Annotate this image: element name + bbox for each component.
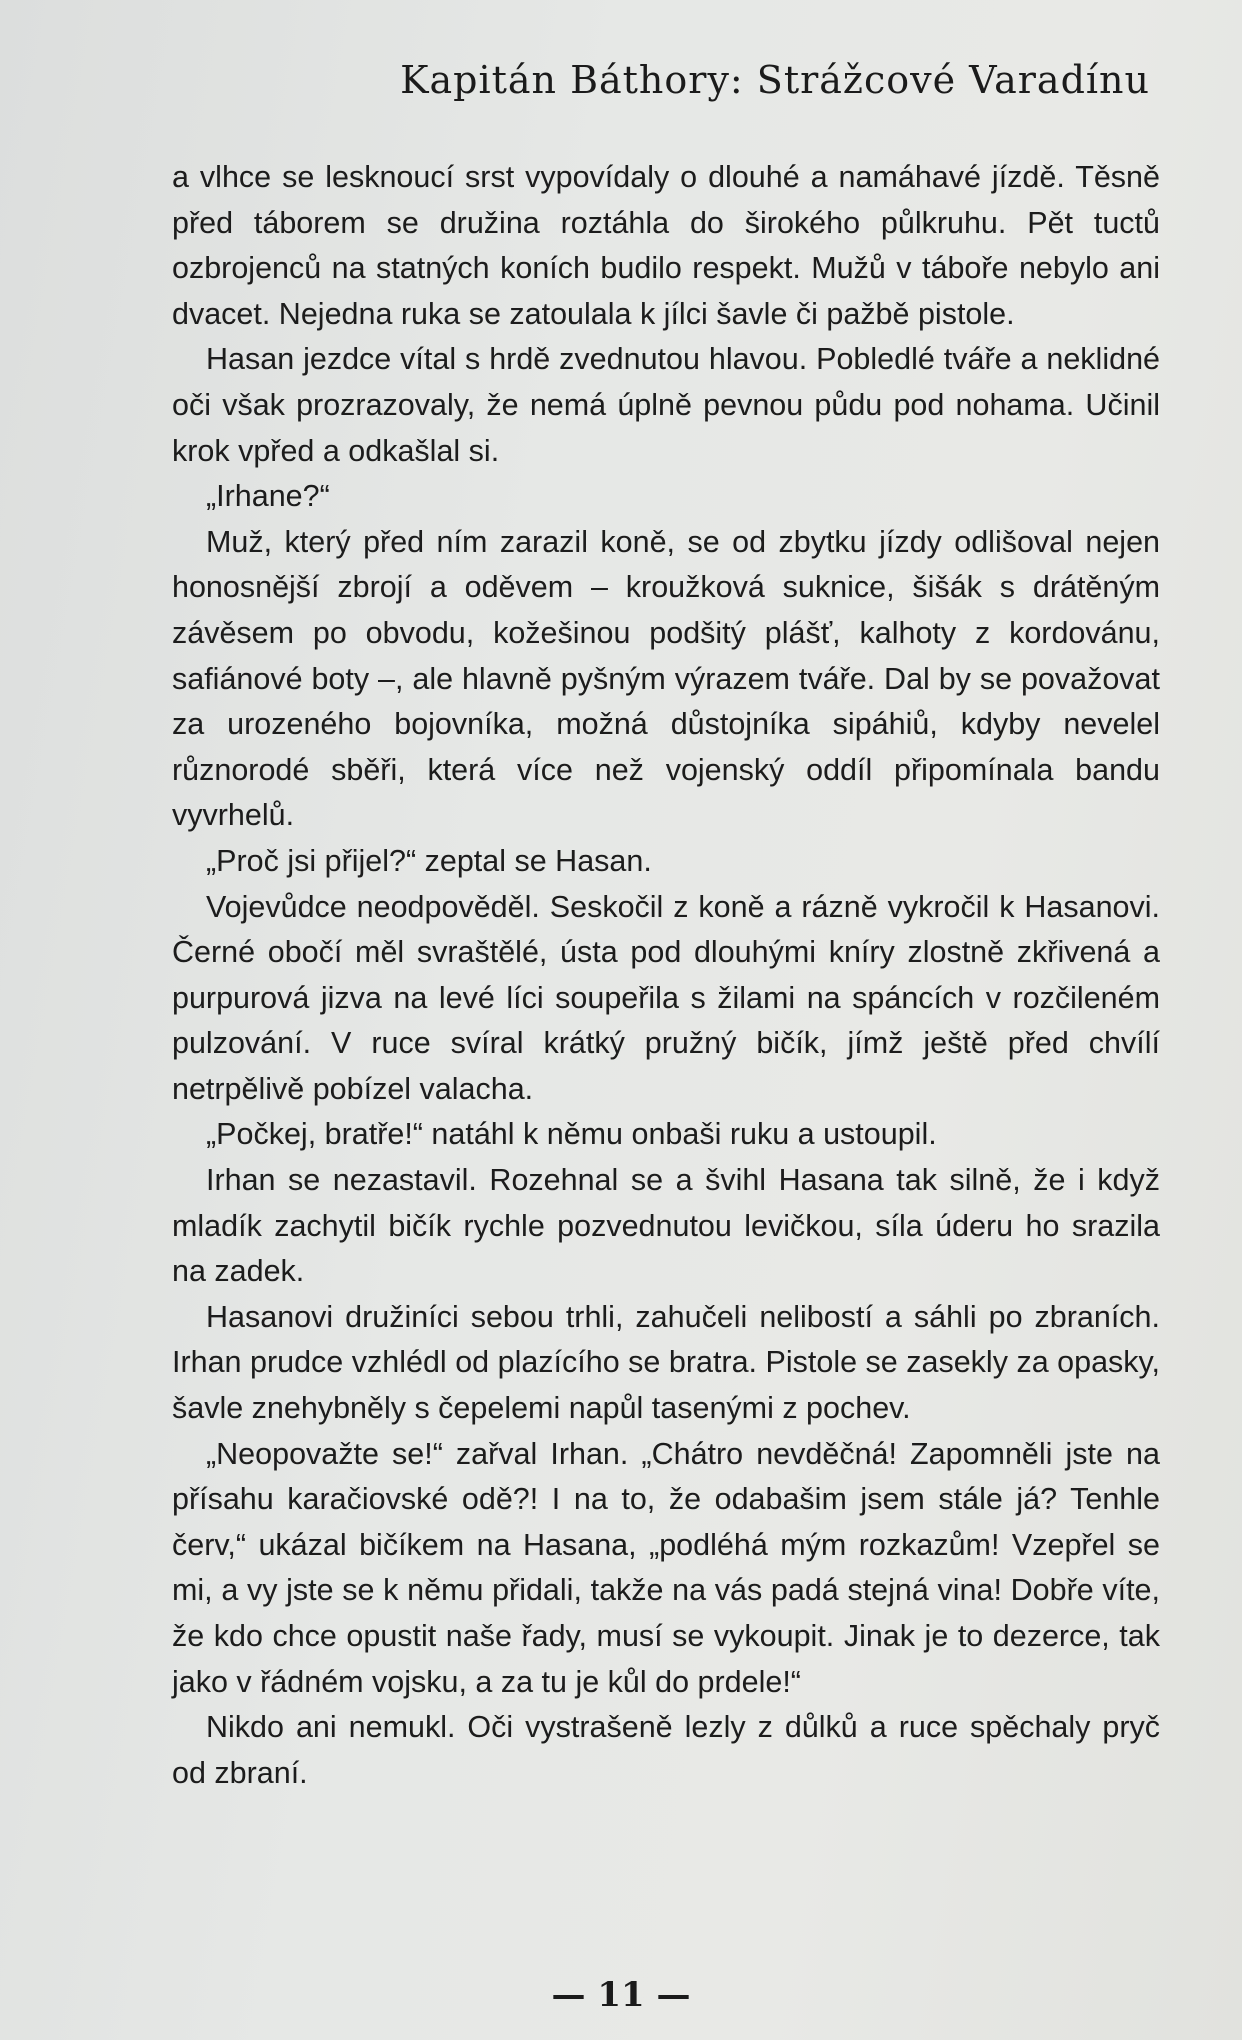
paragraph: Irhan se nezastavil. Rozehnal se a švihl Hasana tak silně, že i když mladík zachytil bičík rychle pozvednutou levičkou, síla úderu ho srazila na zadek. — [172, 1163, 1160, 1289]
running-head: Kapitán Báthory: Strážcové Varadínu — [400, 58, 1150, 102]
page-number: — 11 — — [551, 1975, 691, 2015]
paragraph: „Neopovažte se!“ zařval Irhan. „Chátro nevděčná! Zapomněli jste na přísahu karačiovské odě?! I na to, že odabašim jsem stále já? Tenhle červ,“ ukázal bičíkem na Hasana, „podléhá mým rozkazům! Vzepřel se mi, a vy jste se k němu přidali, takže na vás padá stejná vina! Dobře víte, že kdo chce opustit naše řady, musí se vykoupit. Jinak je to dezerce, tak jako v řádném vojsku, a za tu je kůl do prdele!“ — [172, 1436, 1160, 1699]
paragraph: a vlhce se lesknoucí srst vypovídaly o dlouhé a namáhavé jízdě. Těsně před táborem se družina roztáhla do širokého půlkruhu. Pět tuctů ozbrojenců na statných koních budilo respekt. Mužů v táboře nebylo ani dvacet. Nejedna ruka se zatoulala k jílci šavle či pažbě pistole. — [172, 160, 1160, 331]
body-text — [172, 155, 1160, 1796]
paragraph: „Irhane?“ — [206, 479, 330, 514]
paragraph: Vojevůdce neodpověděl. Seskočil z koně a rázně vykročil k Hasanovi. Černé obočí měl svraštělé, ústa pod dlouhými kníry zlostně zkřivená a purpurová jizva na levé líci soupeřila s žilami na spáncích v rozčileném pulzování. V ruce svíral krátký pružný bičík, jímž ještě před chvílí netrpělivě pobízel valacha. — [172, 889, 1160, 1106]
paragraph: Muž, který před ním zarazil koně, se od zbytku jízdy odlišoval nejen honosnější zbrojí a oděvem – kroužková suknice, šišák s drátěným závěsem po obvodu, kožešinou podšitý plášť, kalhoty z kordovánu, safiánové boty –, ale hlavně pyšným výrazem tváře. Dal by se považovat za urozeného bojovníka, možná důstojníka sipáhiů, kdyby nevelel různorodé sběři, která více než vojenský oddíl připomínala bandu vyvrhelů. — [172, 524, 1160, 833]
paragraph: Hasan jezdce vítal s hrdě zvednutou hlavou. Pobledlé tváře a neklidné oči však prozrazovaly, že nemá úplně pevnou půdu pod nohama. Učinil krok vpřed a odkašlal si. — [172, 342, 1160, 468]
paragraph: Hasanovi družiníci sebou trhli, zahučeli nelibostí a sáhli po zbraních. Irhan prudce vzhlédl od plazícího se bratra. Pistole se zasekly za opasky, šavle znehybněly s čepelemi napůl tasenými z pochev. — [172, 1299, 1160, 1426]
paragraph: Nikdo ani nemukl. Oči vystrašeně lezly z důlků a ruce spěchaly pryč od zbraní. — [172, 1710, 1160, 1790]
paragraph: „Proč jsi přijel?“ zeptal se Hasan. — [206, 843, 652, 878]
paragraph: „Počkej, bratře!“ natáhl k němu onbaši ruku a ustoupil. — [206, 1117, 937, 1152]
